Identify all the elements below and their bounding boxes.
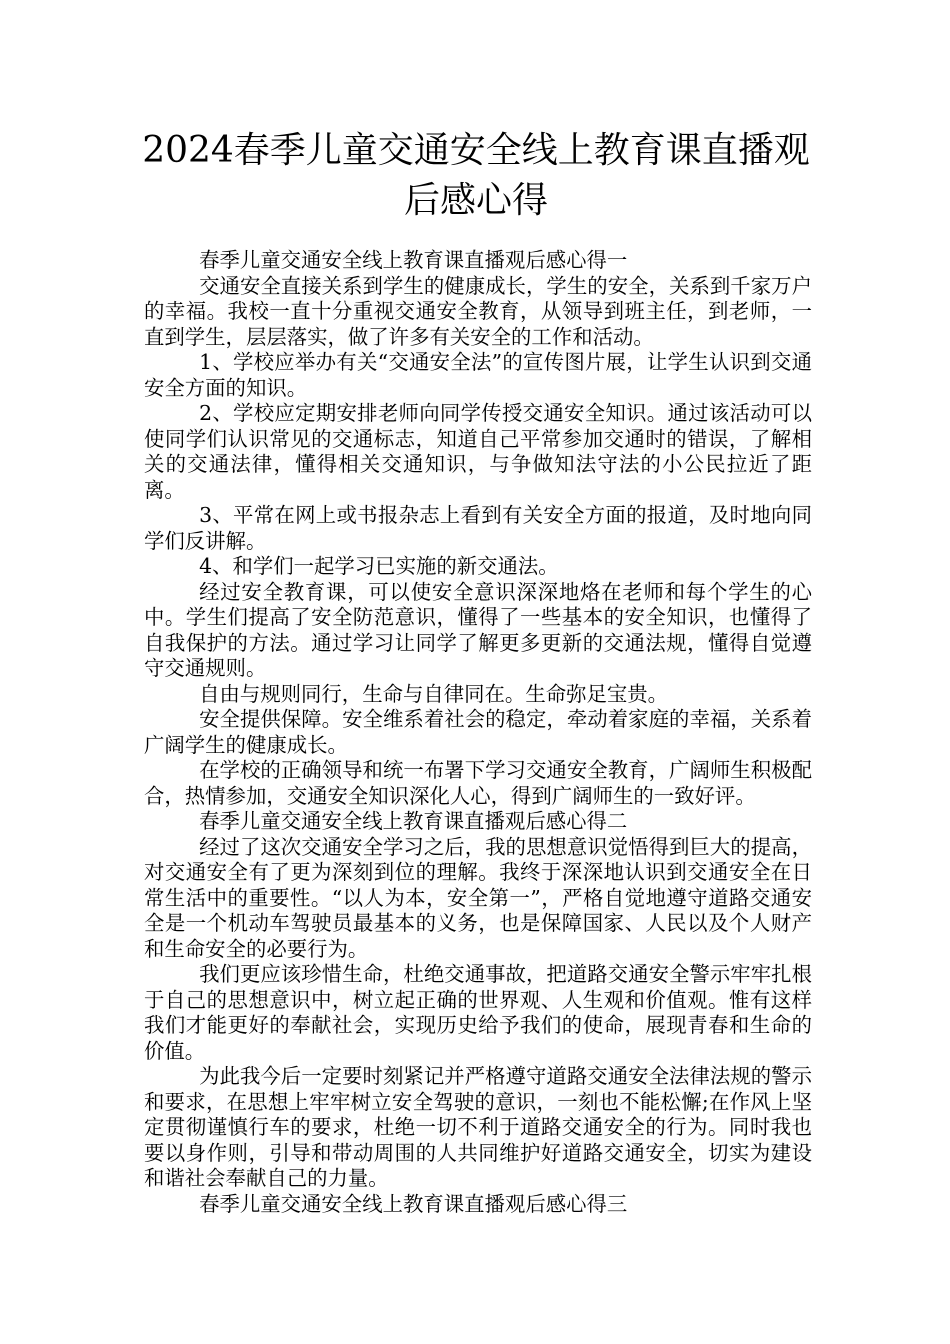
paragraph: 自由与规则同行，生命与自律同在。生命弥足宝贵。 (199, 681, 669, 706)
list-item: 1、学校应举办有关“交通安全法”的宣传图片展，让学生认识到交通安全方面的知识。 (144, 350, 812, 400)
paragraph: 交通安全直接关系到学生的健康成长，学生的安全，关系到千家万户的幸福。我校一直十分重视交通安全教育，从领导到班主任，到老师，一直到学生，层层落实，做了许多有关安全的工作和活动。 (144, 273, 812, 349)
title-line-1: 2024春季儿童交通安全线上教育课直播观 (142, 130, 810, 171)
list-item: 3、平常在网上或书报杂志上看到有关安全方面的报道，及时地向同学们反讲解。 (144, 503, 812, 553)
title-line-2: 后感心得 (403, 180, 548, 221)
list-item: 4、和学们一起学习已实施的新交通法。 (199, 554, 559, 578)
section-heading-3: 春季儿童交通安全线上教育课直播观后感心得三 (199, 1191, 628, 1216)
section-heading-2: 春季儿童交通安全线上教育课直播观后感心得二 (199, 809, 628, 833)
paragraph: 经过安全教育课，可以使安全意识深深地烙在老师和每个学生的心中。学生们提高了安全防范意识，懂得了一些基本的安全知识，也懂得了自我保护的方法。通过学习让同学了解更多更新的交通法规，懂得自觉遵守交通规则。 (144, 579, 812, 680)
paragraph: 安全提供保障。安全维系着社会的稳定，牵动着家庭的幸福，关系着广阔学生的健康成长。 (144, 707, 812, 757)
document-title (120, 126, 832, 226)
list-item: 2、学校应定期安排老师向同学传授交通安全知识。通过该活动可以使同学们认识常见的交通标志，知道自己平常参加交通时的错误，了解相关的交通法律，懂得相关交通知识，与争做知法守法的小公民拉近了距离。 (144, 401, 812, 502)
paragraph: 我们更应该珍惜生命，杜绝交通事故，把道路交通安全警示牢牢扎根于自己的思想意识中，树立起正确的世界观、人生观和价值观。惟有这样我们才能更好的奉献社会，实现历史给予我们的使命，展现青春和生命的价值。 (144, 962, 812, 1063)
paragraph: 为此我今后一定要时刻紧记并严格遵守道路交通安全法律法规的警示和要求，在思想上牢牢树立安全驾驶的意识，一刻也不能松懈;在作风上坚定贯彻谨慎行车的要求，杜绝一切不利于道路交通安全的行为。同时我也要以身作则，引导和带动周围的人共同维护好道路交通安全，切实为建设和谐社会奉献自己的力量。 (144, 1064, 812, 1190)
section-heading-1: 春季儿童交通安全线上教育课直播观后感心得一 (199, 248, 628, 272)
paragraph: 经过了这次交通安全学习之后，我的思想意识觉悟得到巨大的提高，对交通安全有了更为深刻到位的理解。我终于深深地认识到交通安全在日常生活中的重要性。“以人为本，安全第一”，严格自觉地遵守道路交通安全是一个机动车驾驶员最基本的义务，也是保障国家、人民以及个人财产和生命安全的必要行为。 (144, 834, 812, 961)
document-body (144, 248, 812, 1217)
paragraph: 在学校的正确领导和统一布署下学习交通安全教育，广阔师生积极配合，热情参加，交通安全知识深化人心，得到广阔师生的一致好评。 (144, 758, 812, 808)
